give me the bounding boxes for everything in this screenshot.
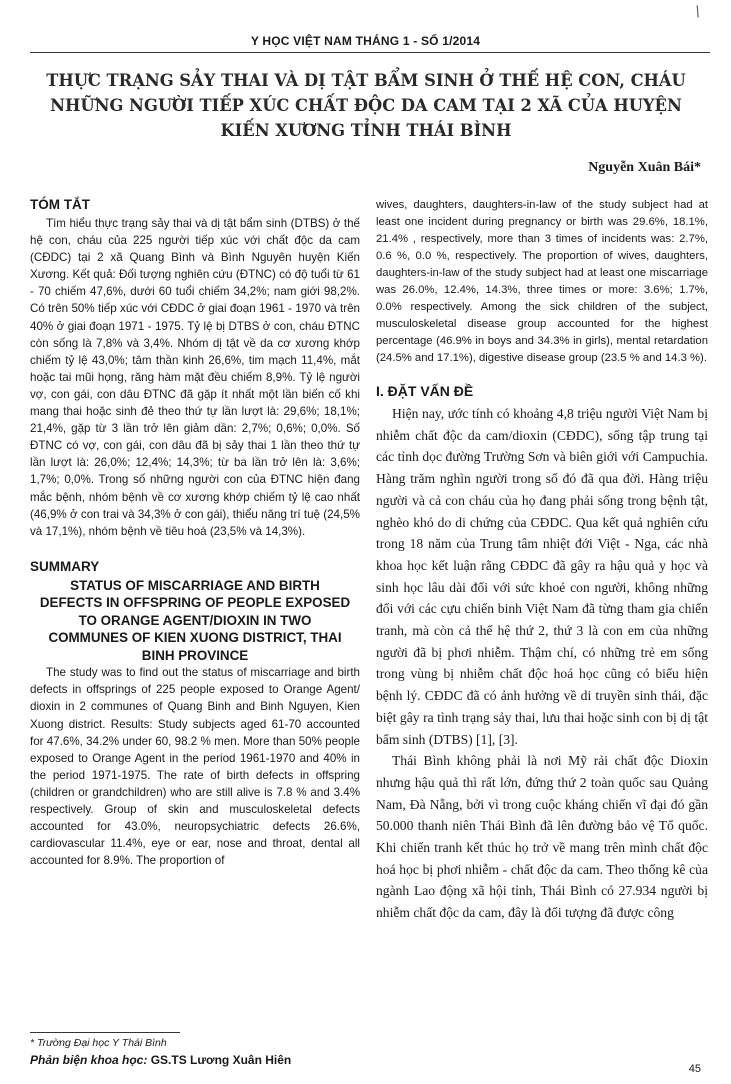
running-header: Y HỌC VIỆT NAM THÁNG 1 - SỐ 1/2014 bbox=[250, 34, 481, 48]
intro-heading: I. ĐẶT VẤN ĐỀ bbox=[376, 383, 474, 399]
author-affiliation: * Trường Đại học Y Thái Bình bbox=[30, 1037, 167, 1049]
abstract-text: Tìm hiểu thực trạng sảy thai và dị tật bẩm sinh (DTBS) ở thế hệ con, cháu của 225 người tiếp xúc với chất độc da cam (CĐDC) tại 2 xã Quang Bình và Bình Nguyên huyện Kiến Xương. Kết quả: Đối tượng nghiên cứu (ĐTNC) có độ tuổi từ 61 - 70 chiếm 47,6%, dưới 60 tuổi chiếm 34,2%; nam giới 98,2%. Có trên 50% tiếp xúc với CĐDC ở giai đoạn 1961 - 1970 và trên 40% ở giai đoạn 1971 - 1975. Tỷ lệ bị DTBS ở con, cháu ĐTNC còn sống là 7,8% và 3,4%. Nhóm dị tật về da cơ xương khớp chiếm tỷ lệ 43,0%; tâm thần kinh 26,6%, tim mạch 11,4%, mắt hoặc tai mũi họng, răng hàm mặt đều chiếm 8,9%. Tỷ lệ người vợ, con gái, con dâu ĐTNC đã gặp ít nhất một lần biến cố khi mang thai hoặc sinh đẻ theo thứ tự lần lượt là: 29,6%; 18,1%; 21,4%, gặp từ 3 lần trở lên giảm dần: 2,7%; 0,6%; 0,0%. Số ĐTNC có vợ, con gái, con dâu đã bị sảy thai 1 lần theo thứ tự lần lượt là: 26,0%; 12,4%; 14,3%; từ ba lần trở lên là: 3,6%; 1,7%; 0,0%. Trong số những người con của ĐTNC hiện đang mắc bệnh, nhóm bệnh về cơ xương khớp chiếm tỷ lệ cao nhất (46,9% ở con trai và 34,3% ở con gái), thiểu năng trí tuệ (24,5% và 17,1%), nhóm bệnh về tiêu hoá (23,5% và 14,3%). bbox=[30, 217, 360, 538]
right-column bbox=[376, 197, 708, 924]
summary-heading: SUMMARY bbox=[30, 558, 100, 574]
summary-title: STATUS OF MISCARRIAGE AND BIRTH DEFECTS IN OFFSPRING OF PEOPLE EXPOSED TO ORANGE AGENT/DIOXIN IN TWO COMMUNES OF KIEN XUONG DISTRICT, THAI BINH PROVINCE bbox=[39, 577, 351, 663]
author-name: Nguyễn Xuân Bái* bbox=[588, 160, 701, 175]
reviewer-name: GS.TS Lương Xuân Hiên bbox=[147, 1053, 292, 1067]
header-rule bbox=[30, 52, 710, 53]
footnote-rule bbox=[30, 1032, 180, 1033]
summary-text: The study was to find out the status of miscarriage and birth defects in offsprings of 225 people exposed to Orange Agent/ dioxin in 2 communes of Quang Binh and Binh Nguyen, Kien Xuong district. Results: Study subjects aged 61-70 accounted for 47.6%, 34.2% under 60, 98.2 % men. More than 50% people exposed to Orange Agent in the period 1961-1970 and 40% in the period 1971-1975. The rate of birth defects in offspring (children or grandchildren) who are still alive is 7.8 % and 3.4% respectively. Group of skin and musculoskeletal defects accounted for 43.0%, neuropsychiatric defects 26.6%, cardiovascular 11.4%, eye or ear, nose and throat, dental all accounted for 8.9%. The proportion of bbox=[30, 666, 360, 868]
title-line-2: NHỮNG NGƯỜI TIẾP XÚC CHẤT ĐỘC DA CAM TẠI 2 XÃ CỦA HUYỆN bbox=[50, 96, 682, 115]
page-number: 45 bbox=[688, 1063, 701, 1075]
intro-paragraph-2: Thái Bình không phải là nơi Mỹ rải chất độc Dioxin nhưng hậu quả thì rất lớn, đứng thứ 2 toàn quốc sau Quảng Nam, Đà Nẵng, bởi vì trong cuộc kháng chiến vĩ đại đó gần 50.000 thanh niên Thái Bình đã lên đường bảo vệ Tổ quốc. Khi chiến tranh kết thúc họ trở về mang trên mình chất độc hoá học bị phơi nhiễm - chất độc da cam. Theo thống kê của ngành Lao động xã hội tỉnh, Thái Bình có 27.934 người bị nhiễm chất độc da cam, đây là đối tượng đã được công bbox=[376, 753, 708, 921]
article-title bbox=[30, 68, 702, 143]
title-line-1: THỰC TRẠNG SẢY THAI VÀ DỊ TẬT BẨM SINH Ở THẾ HỆ CON, CHÁU bbox=[46, 71, 686, 90]
reviewer-line bbox=[30, 1053, 291, 1067]
abstract-heading: TÓM TẮT bbox=[30, 197, 90, 212]
intro-paragraph-1: Hiện nay, ước tính có khoảng 4,8 triệu người Việt Nam bị nhiễm chất độc da cam/dioxin (CĐDC), sống tập trung tại các tỉnh dọc đường Trường Sơn và biên giới với Campuchia. Hàng trăm nghìn người trong số đó đã qua đời. Hàng triệu người và cả con cháu của họ đang phải sống trong bệnh tật, nghèo khó do di chứng của CĐDC. Qua kết quả nghiên cứu trong 18 năm của Trung tâm nhiệt đới Việt - Nga, các nhà khoa học kết luận rằng CĐDC đã gây ra hậu quả y học và sinh học lâu dài đối với sức khoẻ con người, không những đối với các cựu chiến binh Việt Nam đã từng tham gia chiến tranh, mà còn cả thế hệ thứ 2, thứ 3 là con em của những người đã bị phơi nhiễm. Thậm chí, có những trẻ em sống trong vùng bị nhiễm chất độc hoá học cũng có biểu hiện bệnh lý. CĐDC đã có ảnh hưởng về di truyền sinh thái, đặc biệt gây ra tình trạng sảy thai, lưu thai hoặc sinh con bị dị tật bẩm sinh (DTBS) [1], [3]. bbox=[376, 406, 708, 747]
left-column bbox=[30, 197, 360, 869]
reviewer-label: Phản biện khoa học: bbox=[30, 1053, 148, 1067]
corner-scan-mark: / bbox=[693, 3, 704, 22]
title-line-3: KIẾN XƯƠNG TỈNH THÁI BÌNH bbox=[220, 121, 512, 140]
summary-text-continued: wives, daughters, daughters-in-law of the study subject had at least one incident during pregnancy or birth was 29.6%, 18.1%, 21.4% , respectively, more than 3 times of incidents was: 2.7%, 0.6 %, 0.0 %, respectively. The proportion of wives, daughters, daughters-in-law of the study subject had at least one miscarriage was 26.0%, 12.4%, 14.3%, three times or more: 3.6%; 1.7%, 0.0% respectively. Among the sick children of the subject, musculoskeletal disease group accounted for the highest percentage (46.9% in boys and 34.3% in girls), mental retardation (24.5% and 17.1%), digestive disease group (23.5 % and 14.3 %). bbox=[376, 199, 708, 364]
